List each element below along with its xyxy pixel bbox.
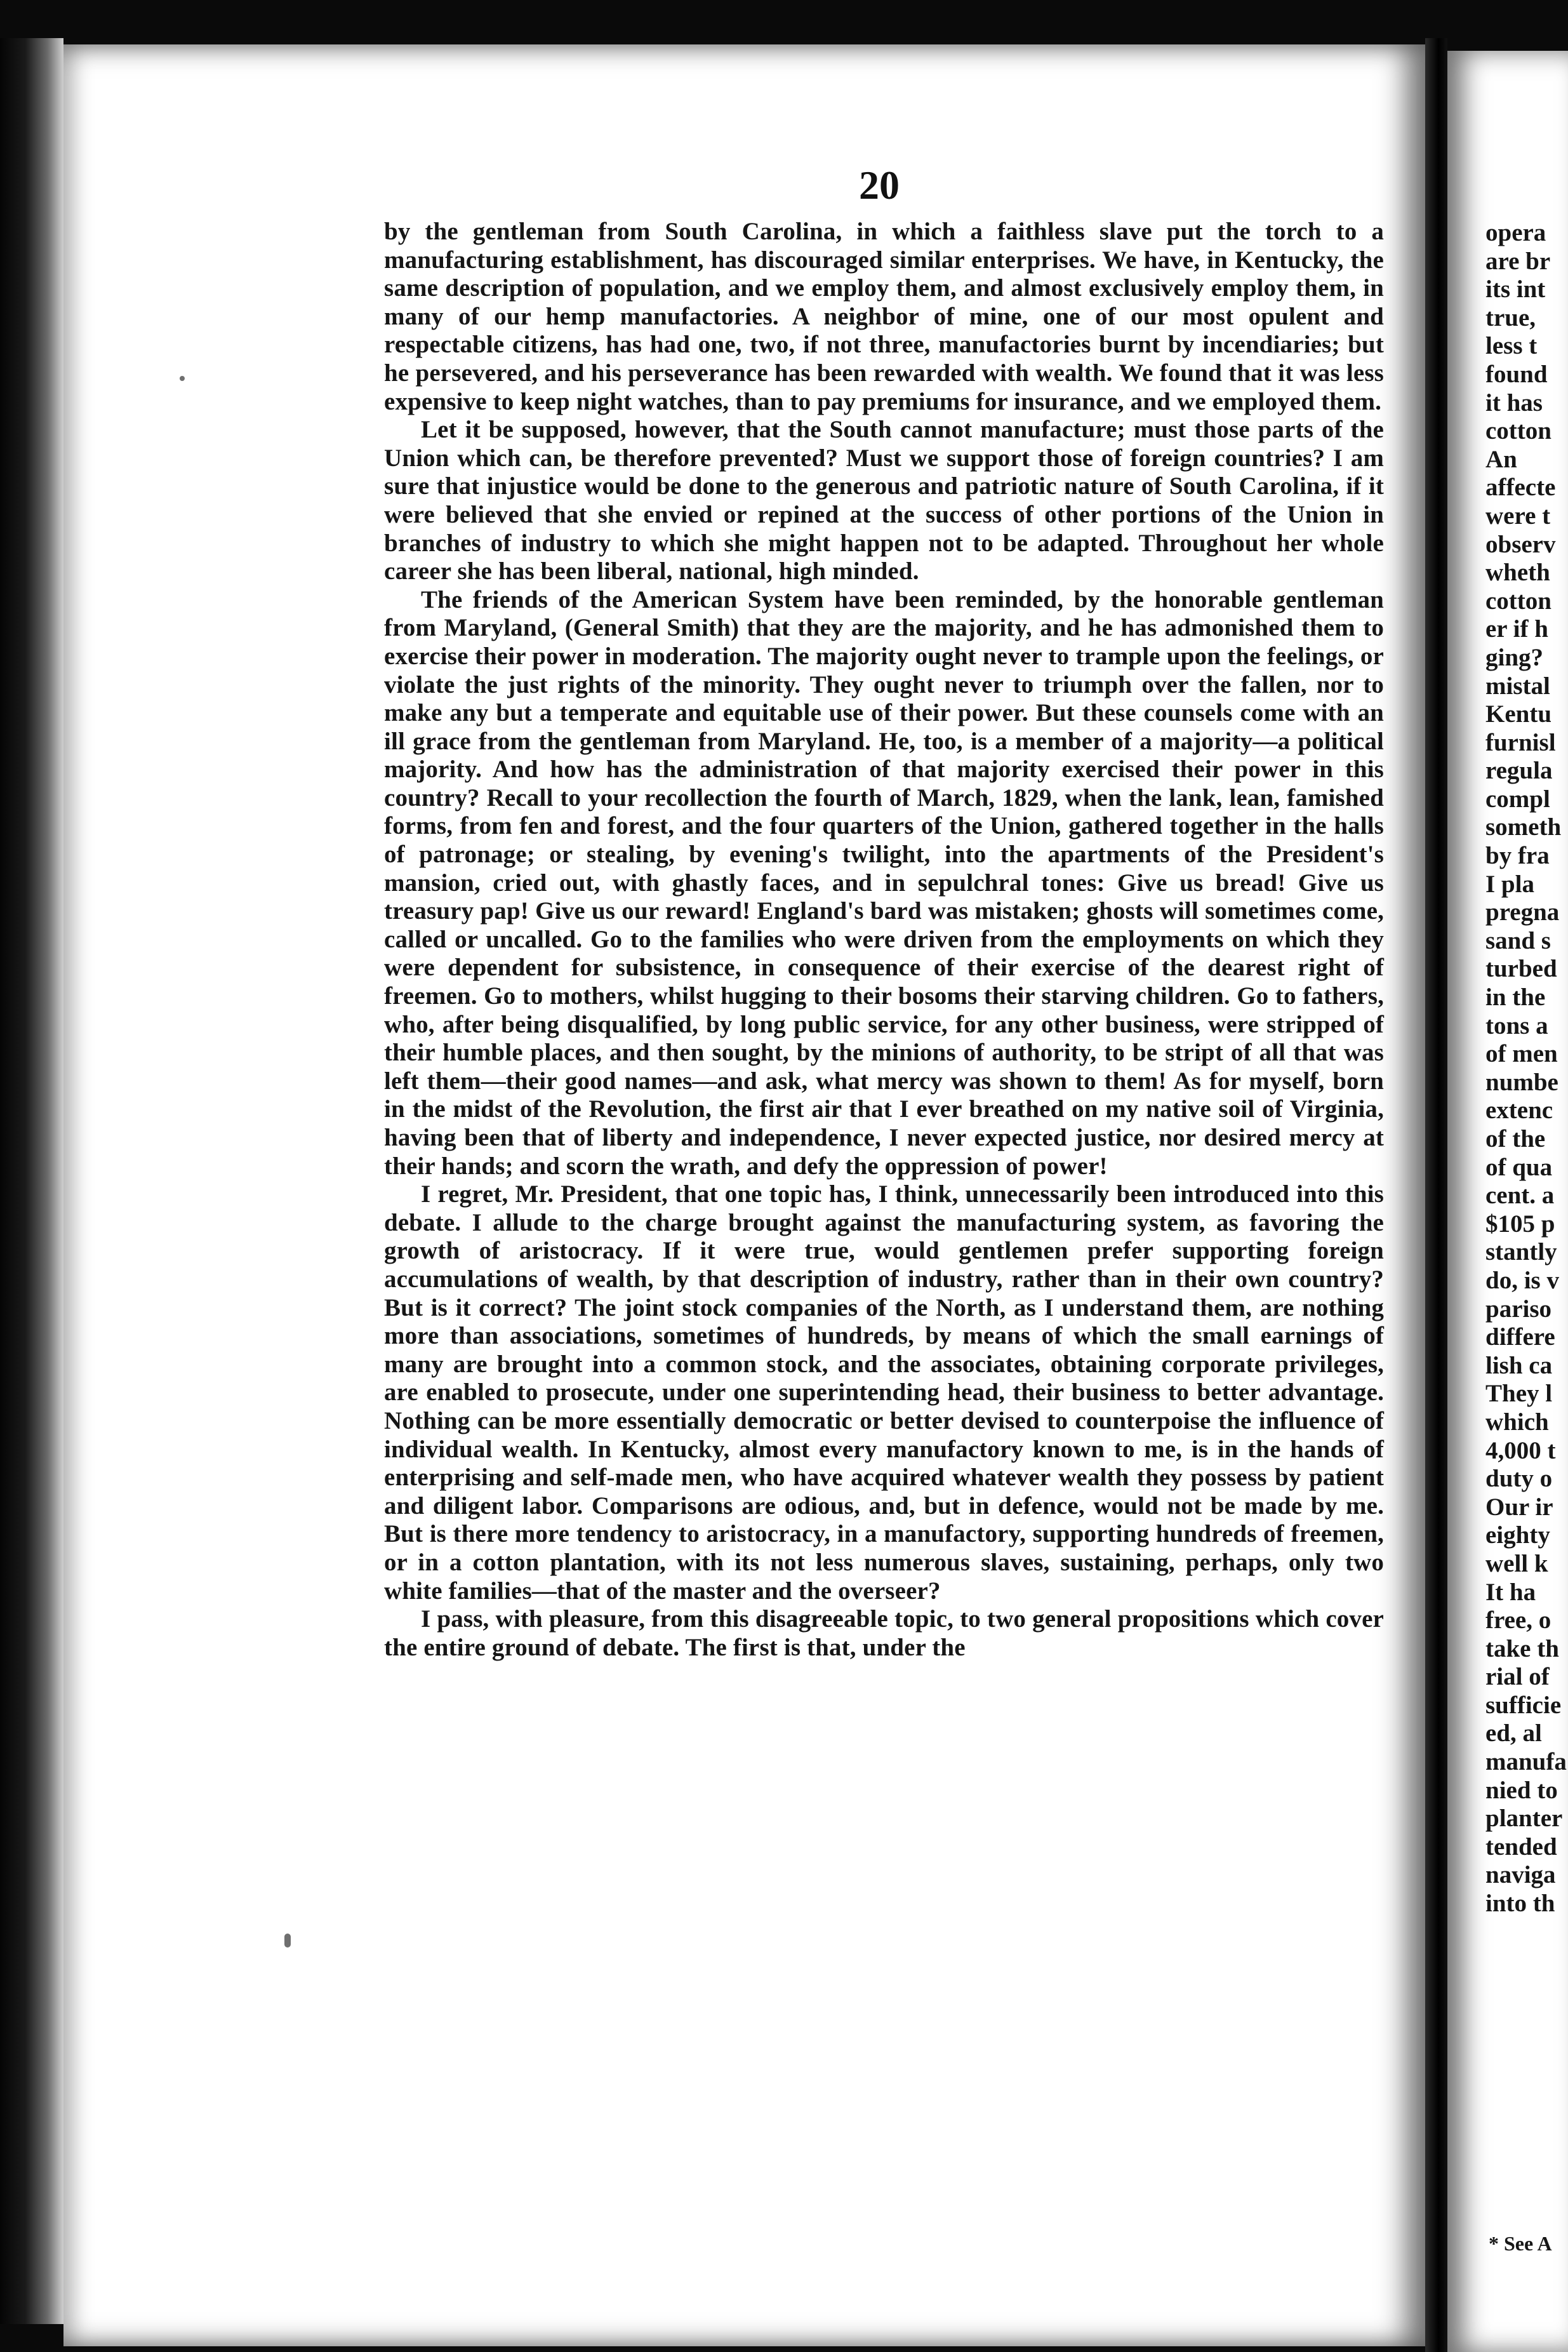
adjacent-page-line: rial of (1485, 1663, 1550, 1691)
adjacent-page-line: which (1485, 1408, 1549, 1436)
adjacent-page-line: numbe (1485, 1068, 1558, 1096)
adjacent-page-line: pariso (1485, 1295, 1552, 1323)
paragraph-5: I pass, with pleasure, from this disagreeable topic, to two general propositions which cover the entire ground of debate. The first is that, under the (384, 1605, 1384, 1661)
adjacent-page-line: of the (1485, 1125, 1546, 1153)
adjacent-page-line: it has (1485, 389, 1543, 417)
adjacent-page-line: found (1485, 360, 1548, 388)
adjacent-page-line: sand s (1485, 926, 1551, 954)
adjacent-page-line: They l (1485, 1380, 1553, 1408)
adjacent-page-line: turbed (1485, 955, 1557, 983)
adjacent-page-line: take th (1485, 1634, 1559, 1662)
adjacent-page-line: by fra (1485, 842, 1550, 870)
adjacent-page-line: in the (1485, 984, 1546, 1012)
adjacent-page-line: er if h (1485, 615, 1548, 643)
adjacent-page-line: tended (1485, 1833, 1557, 1861)
adjacent-page-line: differe (1485, 1323, 1555, 1351)
adjacent-page-line: stantly (1485, 1238, 1557, 1266)
page-body (384, 218, 1384, 1662)
adjacent-page-line: An (1485, 445, 1517, 473)
margin-speck (284, 1934, 291, 1948)
adjacent-page-line: its int (1485, 276, 1546, 304)
paragraph-2: Let it be supposed, however, that the South cannot manufacture; must those parts of the Union which can, be therefore prevented? Must we support those of foreign countries? I am sure that injustice would be done to the generous and patriotic nature of South Carolina, if it were believed that she envied or repined at the success of other portions of the Union in branches of industry to which she might happen not to be adapted. Throughout her whole career she has been liberal, national, high minded. (384, 416, 1384, 585)
adjacent-page-line: Kentu (1485, 700, 1552, 728)
adjacent-page-line: tons a (1485, 1012, 1548, 1039)
adjacent-page-line: do, is v (1485, 1266, 1559, 1294)
adjacent-page-line: manufa (1485, 1748, 1567, 1776)
adjacent-page-line: mistal (1485, 672, 1550, 700)
adjacent-page-line: ging? (1485, 643, 1544, 671)
adjacent-page-line: compl (1485, 785, 1550, 813)
binding-edge (0, 38, 63, 2324)
margin-speck (180, 376, 185, 381)
adjacent-page-line: regula (1485, 757, 1553, 785)
adjacent-page-line: duty o (1485, 1465, 1553, 1493)
page-number: 20 (859, 163, 900, 208)
adjacent-page-line: opera (1485, 219, 1546, 246)
adjacent-page-line: pregna (1485, 899, 1560, 926)
adjacent-page-line: free, o (1485, 1607, 1551, 1634)
adjacent-page-line: It ha (1485, 1578, 1536, 1606)
paragraph-4: I regret, Mr. President, that one topic has, I think, unnecessarily been introduced into this debate. I allude to the charge brought against the manufacturing system, as favoring the growth of aristocracy. If it were true, would gentlemen prefer supporting foreign accumulations of wealth, by that description of industry, rather than in their own country? But is it correct? The joint stock companies of the North, as I understand them, are nothing more than associations, sometimes of hundreds, by means of which the small earnings of many are brought into a common stock, and the associates, obtaining corporate privileges, are enabled to prosecute, under one superintending head, their business to better advantage. Nothing can be more essentially democratic or better devised to counterpoise the influence of individual wealth. In Kentucky, almost every manufactory known to me, is in the hands of enterprising and self-made men, who have acquired whatever wealth they possess by patient and diligent labor. Comparisons are odious, and, but in defence, would not be made by me. But is there more tendency to aristocracy, in a manufactory, supporting hundreds of freemen, or in a cotton plantation, with its not less numerous slaves, sustaining, perhaps, only two white families—that of the master and the overseer? (384, 1180, 1384, 1605)
adjacent-page-line: observ (1485, 530, 1556, 558)
adjacent-page-line: are br (1485, 247, 1551, 275)
adjacent-page-line: planter (1485, 1805, 1563, 1833)
adjacent-page-line: sufficie (1485, 1691, 1562, 1719)
adjacent-page-line: someth (1485, 813, 1562, 841)
adjacent-page-line: ed, al (1485, 1720, 1542, 1747)
adjacent-page-line: cent. a (1485, 1182, 1555, 1210)
adjacent-page-line: lish ca (1485, 1351, 1553, 1379)
adjacent-page-line: of qua (1485, 1153, 1553, 1181)
adjacent-page-line: Our ir (1485, 1493, 1553, 1521)
adjacent-page-line: 4,000 t (1485, 1436, 1556, 1464)
adjacent-page-line: affecte (1485, 474, 1556, 502)
adjacent-page-line: well k (1485, 1549, 1548, 1577)
adjacent-page-line: extenc (1485, 1097, 1553, 1125)
paragraph-3: The friends of the American System have been reminded, by the honorable gentleman from Maryland, (General Smith) that they are the majority, and he has admonished them to exercise their power in moderation. The majority ought never to trample upon the feelings, or violate the just rights of the minority. They ought never to triumph over the fallen, nor to make any but a temperate and equitable use of their power. But these counsels come with an ill grace from the gentleman from Maryland. He, too, is a member of a majority—a political majority. And how has the administration of that majority exercised their power in this country? Recall to your recollection the fourth of March, 1829, when the lank, lean, famished forms, from fen and forest, and the four quarters of the Union, gathered together in the halls of patronage; or stealing, by evening's twilight, into the apartments of the President's mansion, cried out, with ghastly faces, and in sepulchral tones: Give us bread! Give us treasury pap! Give us our reward! England's bard was mistaken; ghosts will sometimes come, called or uncalled. Go to the families who were driven from the employments on which they were dependent for subsistence, in consequence of their exercise of the dearest right of freemen. Go to mothers, whilst hugging to their bosoms their starving children. Go to fathers, who, after being disqualified, by long public service, for any other business, were stripped of their humble places, and then sought, by the minions of authority, to be stript of all that was left them—their good names—and ask, what mercy was shown to them! As for myself, born in the midst of the Revolution, the first air that I ever breathed on my native soil of Virginia, having been that of liberty and independence, I never expected justice, nor desired mercy at their hands; and scorn the wrath, and defy the oppression of power! (384, 585, 1384, 1180)
adjacent-page-line: nied to (1485, 1776, 1558, 1804)
book-gutter (1425, 38, 1447, 2352)
adjacent-page-line: eighty (1485, 1521, 1550, 1549)
adjacent-page-line: cotton (1485, 417, 1551, 445)
paragraph-1: by the gentleman from South Carolina, in which a faithless slave put the torch to a manufacturing establishment, has discouraged similar enterprises. We have, in Kentucky, the same description of population, and we employ them, and almost exclusively employ them, in many of our hemp manufactories. A neighbor of mine, one of our most opulent and respectable citizens, has had one, two, if not three, manufactories burnt by incendiaries; but he persevered, and his perseverance has been rewarded with wealth. We found that it was less expensive to keep night watches, than to pay premiums for insurance, and we employed them. (384, 218, 1384, 415)
adjacent-page-line: true, (1485, 304, 1536, 331)
adjacent-page-line: $105 p (1485, 1210, 1555, 1238)
adjacent-page-line: naviga (1485, 1861, 1556, 1889)
adjacent-page-line: were t (1485, 502, 1551, 530)
adjacent-page-line: furnisl (1485, 728, 1556, 756)
adjacent-page-footnote: * See A (1489, 2232, 1552, 2255)
adjacent-page-text (1485, 219, 1568, 1918)
adjacent-page-line: cotton (1485, 587, 1551, 615)
adjacent-page-line: less t (1485, 332, 1538, 360)
adjacent-page-line: wheth (1485, 559, 1550, 587)
adjacent-page-line: into th (1485, 1890, 1555, 1918)
adjacent-page-line: I pla (1485, 870, 1534, 898)
adjacent-page-line: of men (1485, 1040, 1558, 1068)
